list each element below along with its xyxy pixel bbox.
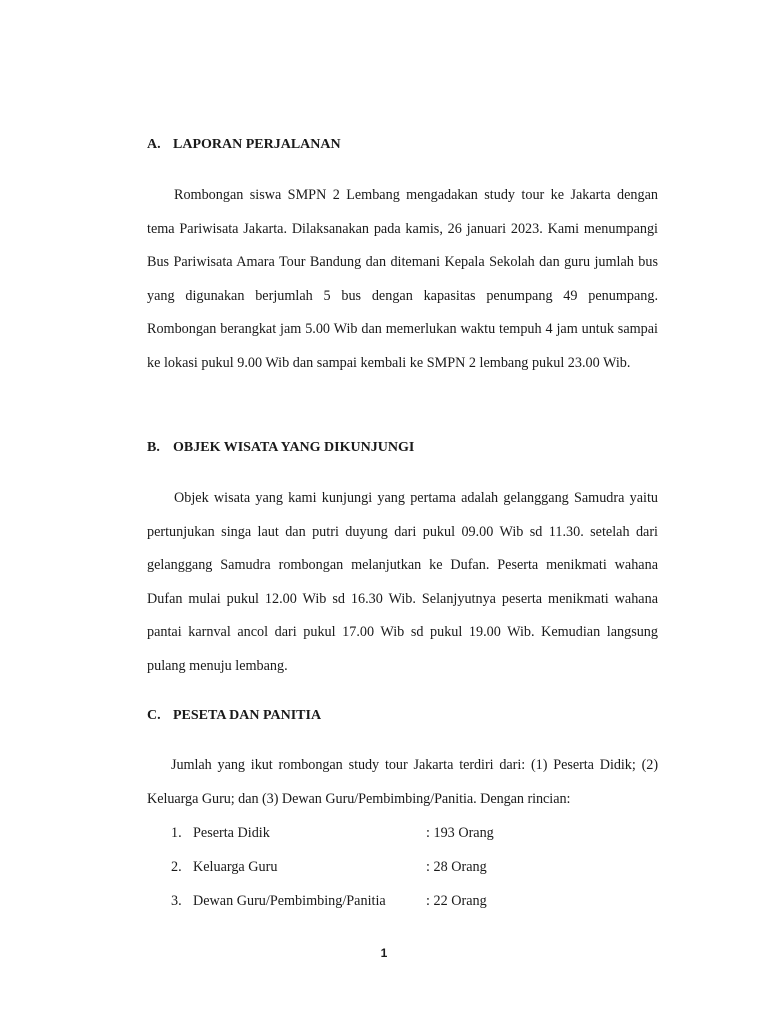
list-item xyxy=(171,850,658,884)
section-peserta-panitia xyxy=(147,708,658,918)
list-value: : 22 Orang xyxy=(426,893,487,910)
section-title: LAPORAN PERJALANAN xyxy=(173,137,341,152)
list-label: Keluarga Guru xyxy=(193,859,278,876)
section-paragraph: Objek wisata yang kami kunjungi yang pertama adalah gelanggang Samudra yaitu pertunjukan singa laut dan putri duyung dari pukul 09.00 Wib sd 11.30. setelah dari gelanggang Samudra rombongan melanjutkan ke Dufan. Peserta menikmati wahana Dufan mulai pukul 12.00 Wib sd 16.30 Wib. Selanjyutnya peserta menikmati wahana pantai karnval ancol dari pukul 17.00 Wib sd pukul 19.00 Wib. Kemudian langsung pulang menuju lembang. xyxy=(147,490,658,674)
section-letter: C. xyxy=(147,708,161,723)
list-item xyxy=(171,884,658,918)
list-value: : 28 Orang xyxy=(426,859,487,876)
list-value: : 193 Orang xyxy=(426,825,494,842)
participant-list xyxy=(147,816,658,918)
section-heading xyxy=(147,137,658,153)
section-letter: B. xyxy=(147,440,160,455)
list-number: 3. xyxy=(171,893,182,910)
page-number: 1 xyxy=(380,946,388,960)
section-paragraph: Jumlah yang ikut rombongan study tour Jakarta terdiri dari: (1) Peserta Didik; (2) Keluarga Guru; dan (3) Dewan Guru/Pembimbing/Panitia. Dengan rincian: xyxy=(147,757,658,807)
list-label: Dewan Guru/Pembimbing/Panitia xyxy=(193,893,386,910)
list-item xyxy=(171,816,658,850)
section-heading xyxy=(147,440,658,456)
section-objek-wisata xyxy=(147,440,658,684)
section-letter: A. xyxy=(147,137,161,152)
section-paragraph: Rombongan siswa SMPN 2 Lembang mengadakan study tour ke Jakarta dengan tema Pariwisata Jakarta. Dilaksanakan pada kamis, 26 januari 2023. Kami menumpangi Bus Pariwisata Amara Tour Bandung dan ditemani Kepala Sekolah dan guru jumlah bus yang digunakan berjumlah 5 bus dengan kapasitas penumpang 49 penumpang. Rombongan berangkat jam 5.00 Wib dan memerlukan waktu tempuh 4 jam untuk sampai ke lokasi pukul 9.00 Wib dan sampai kembali ke SMPN 2 lembang pukul 23.00 Wib. xyxy=(147,187,658,371)
section-heading xyxy=(147,708,658,724)
section-title: OBJEK WISATA YANG DIKUNJUNGI xyxy=(173,440,415,455)
section-laporan-perjalanan xyxy=(147,137,658,381)
list-number: 2. xyxy=(171,859,182,876)
list-number: 1. xyxy=(171,825,182,842)
list-label: Peserta Didik xyxy=(193,825,270,842)
section-title: PESETA DAN PANITIA xyxy=(173,708,322,723)
